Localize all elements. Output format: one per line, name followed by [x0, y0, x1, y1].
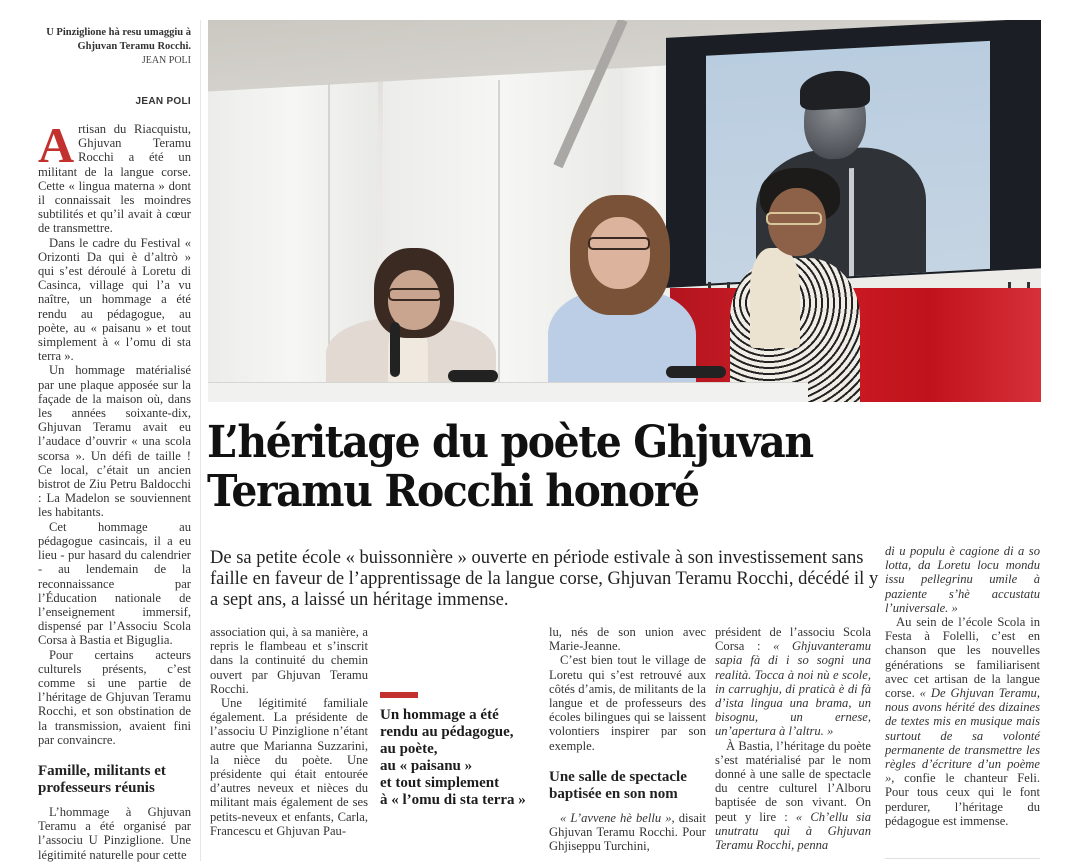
pull-quote-text: Un hommage a été rendu au pédagogue, au poète, au « paisanu » et tout simplement à « l’omu di sta terra » [380, 707, 526, 808]
glasses [588, 237, 650, 250]
drop-cap: A [38, 117, 75, 173]
article-column-5 [885, 544, 1040, 828]
tv-screen [666, 20, 1041, 288]
portrait-image [706, 41, 990, 284]
curtain-fold [498, 80, 500, 400]
paragraph: di u populu è cagione di a so lotta, da Loretu locu mondu issu pellegrinu umile à paziente s’hè accustatu l’universale. » [885, 544, 1040, 615]
table-microphone [448, 370, 498, 382]
article-lead: De sa petite école « buissonnière » ouverte en période estivale à son investissement sans faille en faveur de l’apprentissage de la langue corse, Ghjuvan Teramu Rocchi, décédé il y a sept ans, a laissé un héritage immense. [210, 548, 879, 610]
paragraph: L’hommage à Ghjuvan Teramu a été organisé par l’associu U Pinziglione. Une légitimité naturelle pour cette [38, 804, 191, 862]
article-column-3 [549, 625, 706, 853]
paragraph: Artisan du Riacquistu, Ghjuvan Teramu Rocchi a été un militant de la langue corse. Cette « lingua materna » dont il connaissait les moindres subtilités et qu’il avait à cœur de transmettre. [38, 117, 191, 236]
paragraph: Pour certains acteurs culturels présents, c’est comme si une partie de l’héritage de Ghjuvan Teramu Rocchi, et son obstination de la transmission, avaient fini par convaincre. [38, 647, 191, 747]
portrait-microphone [849, 168, 854, 278]
paragraph: Une légitimité familiale également. La présidente de l’associu U Pinziglione n’étant autre que Marianna Suzzarini, la nièce du poète. Une présidente qui était entourée d’autres neveux et nièces du militant mais également de ses petits-neveux et enfants, Carla, Francescu et Ghjuvan Pau- [210, 696, 368, 838]
table-microphone [666, 366, 726, 378]
article-column-1 [38, 117, 191, 862]
paragraph: Dans le cadre du Festival « Orizonti Da qui è d’altrò » qui s’est déroulé à Loretu di Casinca, village qui l’a vu naître, un hommage a été rendu au pédagogue, au poète, au « paisanu » et tout simplement à « l’omu di sta terra ». [38, 235, 191, 364]
portrait-hair [800, 69, 870, 111]
photo-caption [20, 26, 191, 68]
author-byline: JEAN POLI [135, 96, 191, 107]
paragraph: lu, nés de son union avec Marie-Jeanne. [549, 625, 706, 654]
article-column-2 [210, 625, 368, 838]
microphone [390, 322, 400, 377]
paragraph: Au sein de l’école Scola in Festa à Folelli, c’est en chanson que les nouvelles générations se familiarisent avec cet artisan de la langue corse. « De Ghjuvan Teramu, nous avons hérité des dizaines de textes mis en musique mais surtout de sa volonté permanente de transmettre les règles d’écriture d’un poème », confie le chanteur Feli. Pour tous ceux qui le font perdurer, l’héritage du pédagogue est immense. [885, 615, 1040, 828]
photo-credit: JEAN POLI [141, 55, 191, 66]
paragraph: À Bastia, l’héritage du poète s’est matérialisé par le nom donné à une salle de spectacle du centre culturel l’Alboru baptisée de son vivant. On peut y lire : « Ch’ellu sia unutratu quì à Ghjuvan Teramu Rocchi, penna [715, 738, 871, 853]
paragraph: « L’avvene hè bellu », disait Ghjuvan Teramu Rocchi. Pour Ghjiseppu Turchini, [549, 810, 706, 854]
photo-caption-text: U Pinziglione hà resu umaggiu à Ghjuvan Teramu Rocchi. [46, 27, 191, 52]
paragraph: président de l’associu Scola Corsa : « Ghjuvanteramu sapia fà di i so sogni una realità. Tocca à noi nù e scole, in carrughju, di praticà è di fà d’ista lingua una brama, un bisognu, un ernese, un’apertura à l’altru. » [715, 625, 871, 739]
section-subhead: Famille, militants et professeurs réunis [38, 762, 166, 796]
paragraph: Cet hommage au pédagogue casincais, il a eu lieu - pur hasard du calendrier - au lendemain de la reconnaissance par l’Éducation nationale de l’enseignement immersif, dispensé par l’Associu Scola Corsa à Bastia et Biguglia. [38, 519, 191, 648]
glasses [388, 288, 442, 301]
paragraph: association qui, à sa manière, a repris le flambeau et s’inscrit dans la continuité du chemin ouvert par Ghjuvan Teramu Rocchi. [210, 625, 368, 696]
section-subhead: Une salle de spectacle baptisée en son nom [549, 768, 687, 802]
column-divider [200, 20, 201, 861]
column-bottom-rule [885, 858, 1040, 859]
pull-quote [380, 692, 540, 809]
pull-quote-accent-bar [380, 692, 418, 698]
article-column-4 [715, 625, 871, 852]
article-headline: L’héritage du poète Ghjuvan Teramu Rocchi honoré [207, 417, 813, 517]
article-photo [208, 20, 1041, 402]
paragraph: C’est bien tout le village de Loretu qui s’est retrouvé aux côtés d’amis, de militants de la langue et de professeurs des écoles bilingues qui se laissent volontiers inspirer par son exemple. [549, 653, 706, 753]
paragraph: Un hommage matérialisé par une plaque apposée sur la façade de la maison où, dans les années soixante-dix, Ghjuvan Teramu avait eu l’audace d’ouvrir « una scola scorsa ». Un défi de taille ! Ce local, c’était un ancien bistrot de Ziu Petru Baldocchi : La Madelon se souviennent les habitants. [38, 363, 191, 520]
glasses [766, 212, 822, 225]
conference-table [208, 382, 808, 402]
